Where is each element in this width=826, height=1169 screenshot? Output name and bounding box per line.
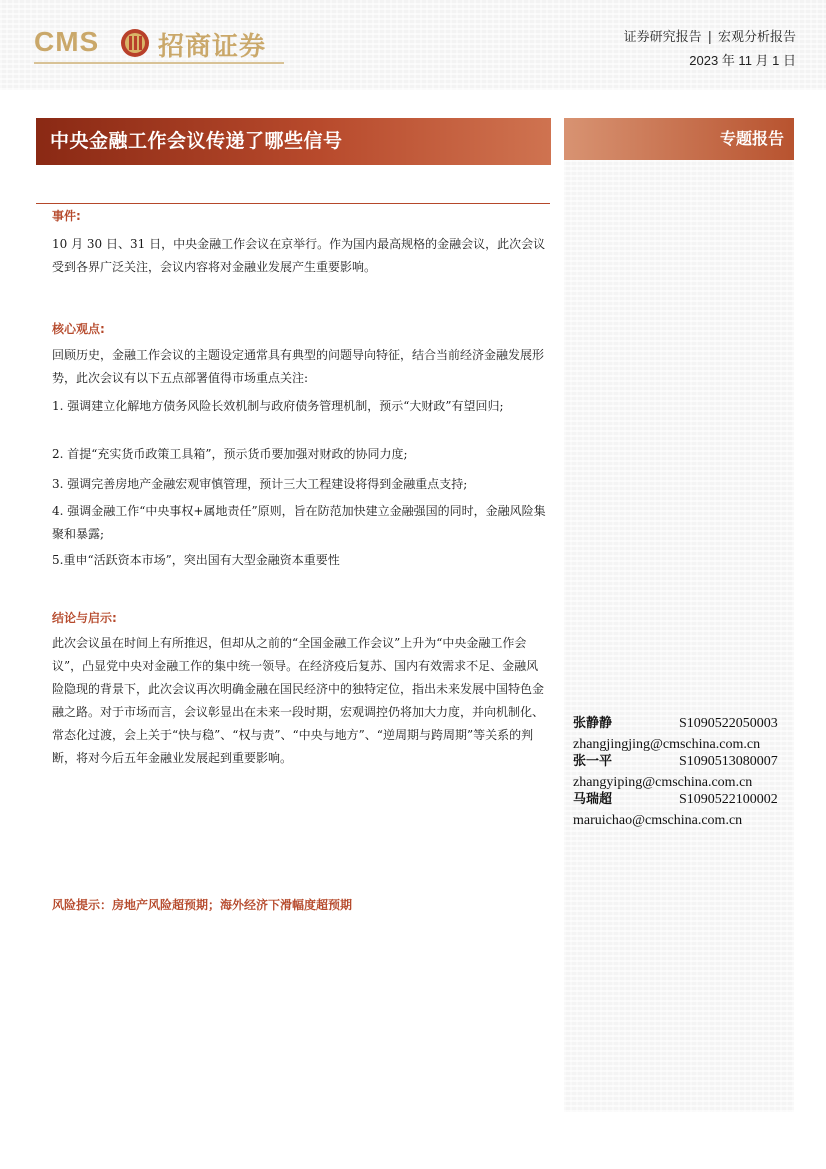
section-heading-core: 核心观点:	[52, 322, 105, 336]
analyst-license-id: S1090522050003	[679, 716, 778, 731]
doc-type-left: 证券研究报告	[623, 30, 702, 45]
report-category-tag	[564, 118, 794, 160]
logo-text: CMS	[34, 26, 100, 57]
logo-emblem-icon	[120, 28, 150, 58]
section-heading-event: 事件:	[52, 209, 81, 223]
core-point-3: 3. 强调完善房地产金融宏观审慎管理，预计三大工程建设将得到金融重点支持;	[52, 477, 468, 491]
document-type	[624, 26, 796, 45]
side-column	[564, 160, 794, 1112]
core-point-5: 5.重申“活跃资本市场”，突出国有大型金融资本重要性	[52, 553, 340, 567]
analyst-name: 马瑞超	[573, 792, 613, 807]
analyst-license-id: S1090522100002	[679, 792, 778, 807]
report-category-label: 专题报告	[719, 129, 784, 148]
core-intro-paragraph: 回顾历史，金融工作会议的主题设定通常具有典型的问题导向特征，结合当前经济金融发展形势，此次会议有以下五点部署值得市场重点关注:	[52, 348, 545, 385]
title-bar	[36, 118, 551, 165]
logo-underline	[34, 62, 284, 64]
analyst-email[interactable]: maruichao@cmschina.com.cn	[573, 813, 743, 828]
report-title: 中央金融工作会议传递了哪些信号	[50, 130, 343, 152]
analyst-name: 张静静	[573, 716, 613, 731]
analyst-entry	[573, 790, 788, 828]
doc-type-separator: |	[707, 30, 712, 45]
event-paragraph: 10 月 30 日、31 日，中央金融工作会议在京举行。作为国内最高规格的金融会议，此次会议受到各界广泛关注，会议内容将对金融业发展产生重要影响。	[52, 237, 546, 274]
analyst-email[interactable]: zhangyiping@cmschina.com.cn	[573, 775, 753, 790]
logo-chinese-name: 招商证券	[158, 32, 267, 62]
analyst-email[interactable]: zhangjingjing@cmschina.com.cn	[573, 737, 761, 752]
section-divider	[36, 203, 550, 204]
analyst-list	[573, 714, 788, 828]
core-point-1: 1. 强调建立化解地方债务风险长效机制与政府债务管理机制，预示“大财政”有望回归;	[52, 399, 504, 413]
risk-warning: 风险提示：房地产风险超预期；海外经济下滑幅度超预期	[52, 898, 353, 912]
document-date: 2023 年 11 月 1 日	[689, 53, 796, 68]
analyst-name: 张一平	[573, 754, 613, 769]
analyst-license-id: S1090513080007	[679, 754, 778, 769]
conclusion-paragraph: 此次会议虽在时间上有所推迟，但却从之前的“全国金融工作会议”上升为“中央金融工作会议”，凸显党中央对金融工作的集中统一领导。在经济疫后复苏、国内有效需求不足、金融风险隐现的背景下，此次会议再次明确金融在国民经济中的独特定位，指出未来发展中国特色金融之路。对于市场而言，会议彰显出在未来一段时期，宏观调控仍将加大力度，并向机制化、常态化过渡，会上关于“快与稳”、“权与责”、“中央与地方”、“逆周期与跨周期”等关系的判断，将对今后五年金融业发展起到重要影响。	[52, 636, 545, 765]
analyst-entry	[573, 714, 788, 752]
core-point-2: 2. 首提“充实货币政策工具箱”，预示货币要加强对财政的协同力度;	[52, 447, 408, 461]
section-heading-conclusion: 结论与启示:	[52, 611, 117, 625]
core-point-4: 4. 强调金融工作“中央事权+属地责任”原则，旨在防范加快建立金融强国的同时，金融风险集聚和暴露;	[52, 504, 546, 541]
analyst-entry	[573, 752, 788, 790]
doc-type-right: 宏观分析报告	[717, 30, 796, 45]
